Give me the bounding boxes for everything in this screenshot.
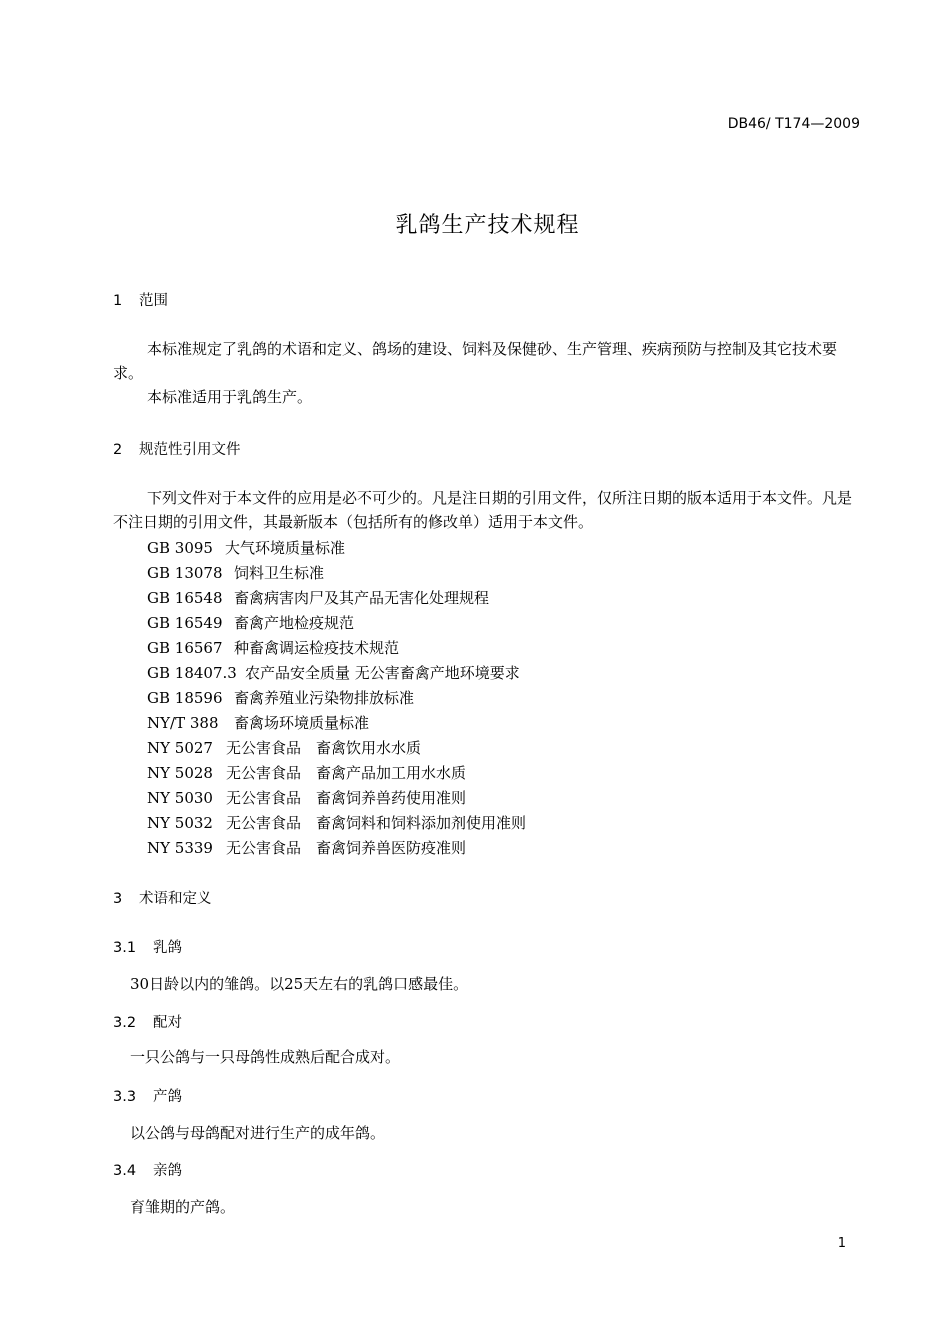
reference-title: 畜禽养殖业污染物排放标准: [234, 689, 415, 707]
section-1-heading: [113, 289, 168, 310]
reference-code: GB 16549: [147, 614, 223, 632]
reference-title: 畜禽场环境质量标准: [234, 714, 370, 732]
reference-title: 大气环境质量标准: [225, 539, 346, 557]
reference-item: [147, 587, 489, 608]
reference-code: GB 16548: [147, 589, 223, 607]
term-number: 3.3: [113, 1089, 137, 1105]
term-number: 3.4: [113, 1163, 137, 1179]
document-title: 乳鸽生产技术规程: [395, 213, 580, 238]
reference-code: GB 13078: [147, 564, 223, 582]
term-name: 产鸽: [153, 1089, 182, 1105]
term-name: 乳鸽: [153, 940, 182, 956]
section-number: 1: [113, 293, 123, 309]
section-1-paragraph-2: 本标准适用于乳鸽生产。: [147, 388, 313, 406]
term-definition: 一只公鸽与一只母鸽性成熟后配合成对。: [130, 1048, 401, 1066]
reference-title: 农产品安全质量 无公害畜禽产地环境要求: [245, 664, 520, 682]
reference-code: NY/T 388: [147, 714, 219, 732]
reference-item: [147, 837, 466, 858]
term-definition: 育雏期的产鸽。: [130, 1198, 236, 1216]
reference-code: NY 5027: [147, 739, 213, 757]
reference-item: [147, 737, 421, 758]
section-title: 术语和定义: [139, 891, 212, 907]
section-number: 2: [113, 442, 123, 458]
term-name: 亲鸽: [153, 1163, 182, 1179]
reference-code: GB 16567: [147, 639, 223, 657]
reference-title: 种畜禽调运检疫技术规范: [234, 639, 400, 657]
term-heading: [113, 936, 182, 957]
reference-title: 无公害食品 畜禽产品加工用水水质: [226, 764, 467, 782]
page-number: 1: [837, 1236, 846, 1251]
term-name: 配对: [153, 1015, 182, 1031]
reference-item: [147, 637, 399, 658]
term-number: 3.1: [113, 940, 137, 956]
term-definition: 以公鸽与母鸽配对进行生产的成年鸽。: [130, 1124, 386, 1142]
reference-title: 无公害食品 畜禽饲养兽药使用准则: [226, 789, 467, 807]
term-definition: 30日龄以内的雏鸽。以25天左右的乳鸽口感最佳。: [130, 975, 469, 993]
term-heading: [113, 1085, 182, 1106]
reference-item: [147, 537, 345, 558]
reference-code: NY 5339: [147, 839, 213, 857]
term-number: 3.2: [113, 1015, 137, 1031]
reference-item: [147, 787, 466, 808]
reference-code: GB 18596: [147, 689, 223, 707]
reference-code: GB 3095: [147, 539, 213, 557]
reference-item: [147, 662, 520, 683]
reference-code: GB 18407.3: [147, 664, 237, 682]
reference-code: NY 5032: [147, 814, 213, 832]
reference-title: 饲料卫生标准: [234, 564, 325, 582]
reference-code: NY 5030: [147, 789, 213, 807]
reference-item: [147, 612, 354, 633]
term-heading: [113, 1011, 182, 1032]
reference-title: 无公害食品 畜禽饲料和饲料添加剂使用准则: [226, 814, 527, 832]
term-heading: [113, 1159, 182, 1180]
reference-item: [147, 812, 526, 833]
reference-title: 畜禽产地检疫规范: [234, 614, 355, 632]
reference-item: [147, 687, 414, 708]
section-3-heading: [113, 887, 212, 908]
section-number: 3: [113, 891, 123, 907]
reference-item: [147, 762, 466, 783]
section-1-paragraph-1: 本标准规定了乳鸽的术语和定义、鸽场的建设、饲料及保健砂、生产管理、疾病预防与控制及其它技术要求。: [113, 340, 838, 382]
section-2-intro: 下列文件对于本文件的应用是必不可少的。凡是注日期的引用文件，仅所注日期的版本适用于本文件。凡是不注日期的引用文件，其最新版本（包括所有的修改单）适用于本文件。: [113, 489, 853, 531]
reference-code: NY 5028: [147, 764, 213, 782]
section-title: 规范性引用文件: [139, 442, 241, 458]
reference-title: 畜禽病害肉尸及其产品无害化处理规程: [234, 589, 490, 607]
reference-item: [147, 562, 324, 583]
standard-code: DB46/ T174—2009: [727, 116, 860, 132]
reference-item: [147, 712, 369, 733]
reference-title: 无公害食品 畜禽饮用水水质: [226, 739, 422, 757]
section-2-heading: [113, 438, 241, 459]
section-title: 范围: [139, 293, 168, 309]
reference-title: 无公害食品 畜禽饲养兽医防疫准则: [226, 839, 467, 857]
